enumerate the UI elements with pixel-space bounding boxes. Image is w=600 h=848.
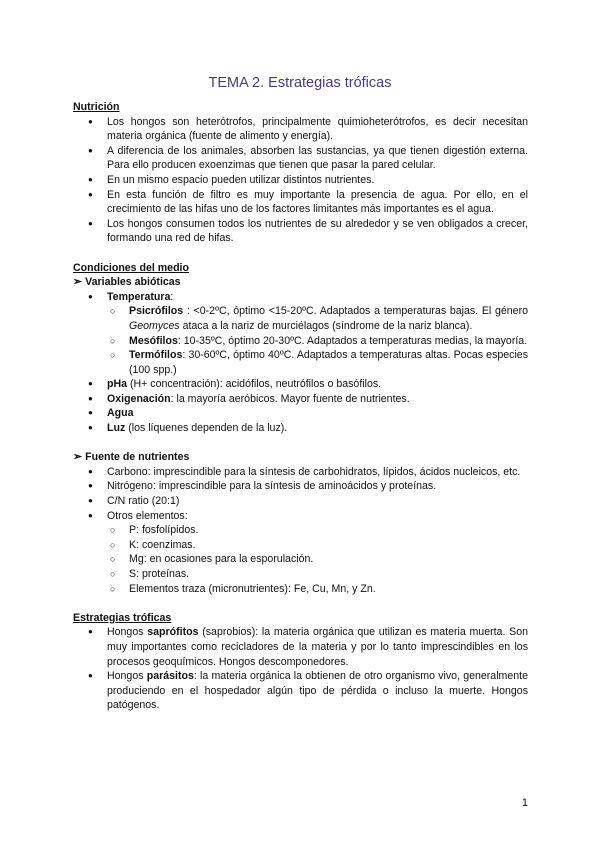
text: Hongos: [107, 670, 147, 683]
text: : la materia orgánica la obtienen de otro organismo vivo, generalmente produciendo en el hospedador algún tipo de pérdida o incluso la muerte. Hongos patógenos.: [107, 670, 528, 712]
document-body: [73, 100, 528, 713]
list-item-mesofilos: [73, 334, 528, 349]
list-estrategias: [73, 625, 528, 713]
list-temperatura: [73, 304, 528, 377]
text: ataca a la nariz de murciélagos (síndrome de la nariz blanca).: [179, 319, 473, 332]
list-item-luz: [73, 421, 528, 436]
subheading-label: Variables abióticas: [85, 276, 181, 289]
list-item: ● En esta función de filtro es muy importante la presencia de agua. Por ello, en el crecimiento de las hifas uno de los factores limitantes más importantes es el agua.: [73, 188, 528, 217]
list-nutricion: [73, 115, 528, 246]
text: :: [170, 290, 174, 303]
heading-nutricion: Nutrición: [73, 101, 120, 113]
list-item: ● En un mismo espacio pueden utilizar distintos nutrientes.: [73, 173, 528, 188]
list-item-saprofitos: [73, 625, 528, 669]
list-item-termofilos: [73, 348, 528, 377]
term-oxigenacion: Oxigenación: [107, 392, 171, 405]
list-item-agua: [73, 406, 528, 421]
list-item: ○ S: proteínas.: [73, 567, 528, 582]
term-luz: Luz: [107, 422, 126, 435]
list-item: ○ Mg: en ocasiones para la esporulación.: [73, 552, 528, 567]
list-item-otros: [73, 509, 528, 597]
list-item: ● C/N ratio (20:1): [73, 494, 528, 509]
term-agua: Agua: [107, 407, 134, 420]
text: (H+ concentración): acidófilos, neutrófilos o basófilos.: [127, 378, 382, 391]
list-item-ph: [73, 377, 528, 392]
heading-estrategias: Estrategias tróficas: [73, 611, 172, 624]
genus-name: Geomyces: [129, 319, 180, 332]
subheading-variables-abioticas: [73, 275, 528, 290]
list-item: ● Nitrógeno: imprescindible para la síntesis de aminoácidos y proteínas.: [73, 479, 528, 494]
text: (saprobios): la materia orgánica que utilizan es materia muerta. Son muy importantes como recicladores de la materia y por lo tanto imprescindibles en los procesos geoquímicos. Hongos descomponedores.: [107, 626, 528, 668]
term-parasitos: parásitos: [146, 670, 194, 683]
list-abioticas: [73, 290, 528, 436]
list-item: ● A diferencia de los animales, absorben las sustancias, ya que tienen digestión externa. Para ello producen exoenzimas que tienen que pasar la pared celular.: [73, 144, 528, 173]
list-otros-elementos: [73, 523, 528, 596]
list-item-parasitos: [73, 669, 528, 713]
text: Hongos: [107, 626, 148, 639]
text: : 10-35ºC, óptimo 20-30ºC. Adaptados a temperaturas medias, la mayoría.: [177, 334, 528, 347]
term-termofilos: Termófilos: [129, 349, 183, 362]
arrow-bullet-icon: ➢: [73, 451, 83, 464]
text: : la mayoría aeróbicos. Mayor fuente de nutrientes.: [170, 392, 410, 405]
text: (los líquenes dependen de la luz).: [125, 422, 288, 435]
term-mesofilos: Mesófilos: [129, 334, 178, 347]
list-item: ● Carbono: imprescindible para la síntesis de carbohidratos, lípidos, ácidos nucleicos, etc.: [73, 465, 528, 480]
page-title: TEMA 2. Estrategias tróficas: [208, 75, 392, 91]
text: : <0-2ºC, óptimo <15-20ºC. Adaptados a temperaturas bajas. El género: [183, 305, 528, 318]
list-item: ● Los hongos son heterótrofos, principalmente quimioheterótrofos, es decir necesitan materia orgánica (fuente de alimento y energía).: [73, 115, 528, 144]
text: : 30-60ºC, óptimo 40ºC. Adaptados a temperaturas altas. Pocas especies (100 spp.): [129, 349, 528, 376]
arrow-bullet-icon: ➢: [73, 276, 83, 289]
list-item-psicrofilos: [73, 304, 528, 333]
list-item: ● Los hongos consumen todos los nutrientes de su alrededor y se ven obligados a crecer, formando una red de hifas.: [73, 217, 528, 246]
list-fuente: [73, 465, 528, 596]
list-item: ○ Elementos traza (micronutrientes): Fe, Cu, Mn, y Zn.: [73, 582, 528, 597]
list-item: ○ K: coenzimas.: [73, 538, 528, 553]
list-item-temperatura: [73, 290, 528, 378]
term-psicrofilos: Psicrófilos: [129, 305, 184, 318]
text: Otros elementos:: [107, 509, 188, 522]
subheading-label: Fuente de nutrientes: [85, 451, 190, 464]
term-saprofitos: saprófitos: [147, 626, 199, 639]
list-item: ○ P: fosfolípidos.: [73, 523, 528, 538]
term-ph: pHa: [107, 378, 128, 391]
list-item-oxigenacion: [73, 392, 528, 407]
heading-condiciones: Condiciones del medio: [73, 261, 189, 274]
page-number: 1: [521, 797, 528, 809]
term-temperatura: Temperatura: [107, 290, 171, 303]
subheading-fuente-nutrientes: [73, 450, 528, 465]
